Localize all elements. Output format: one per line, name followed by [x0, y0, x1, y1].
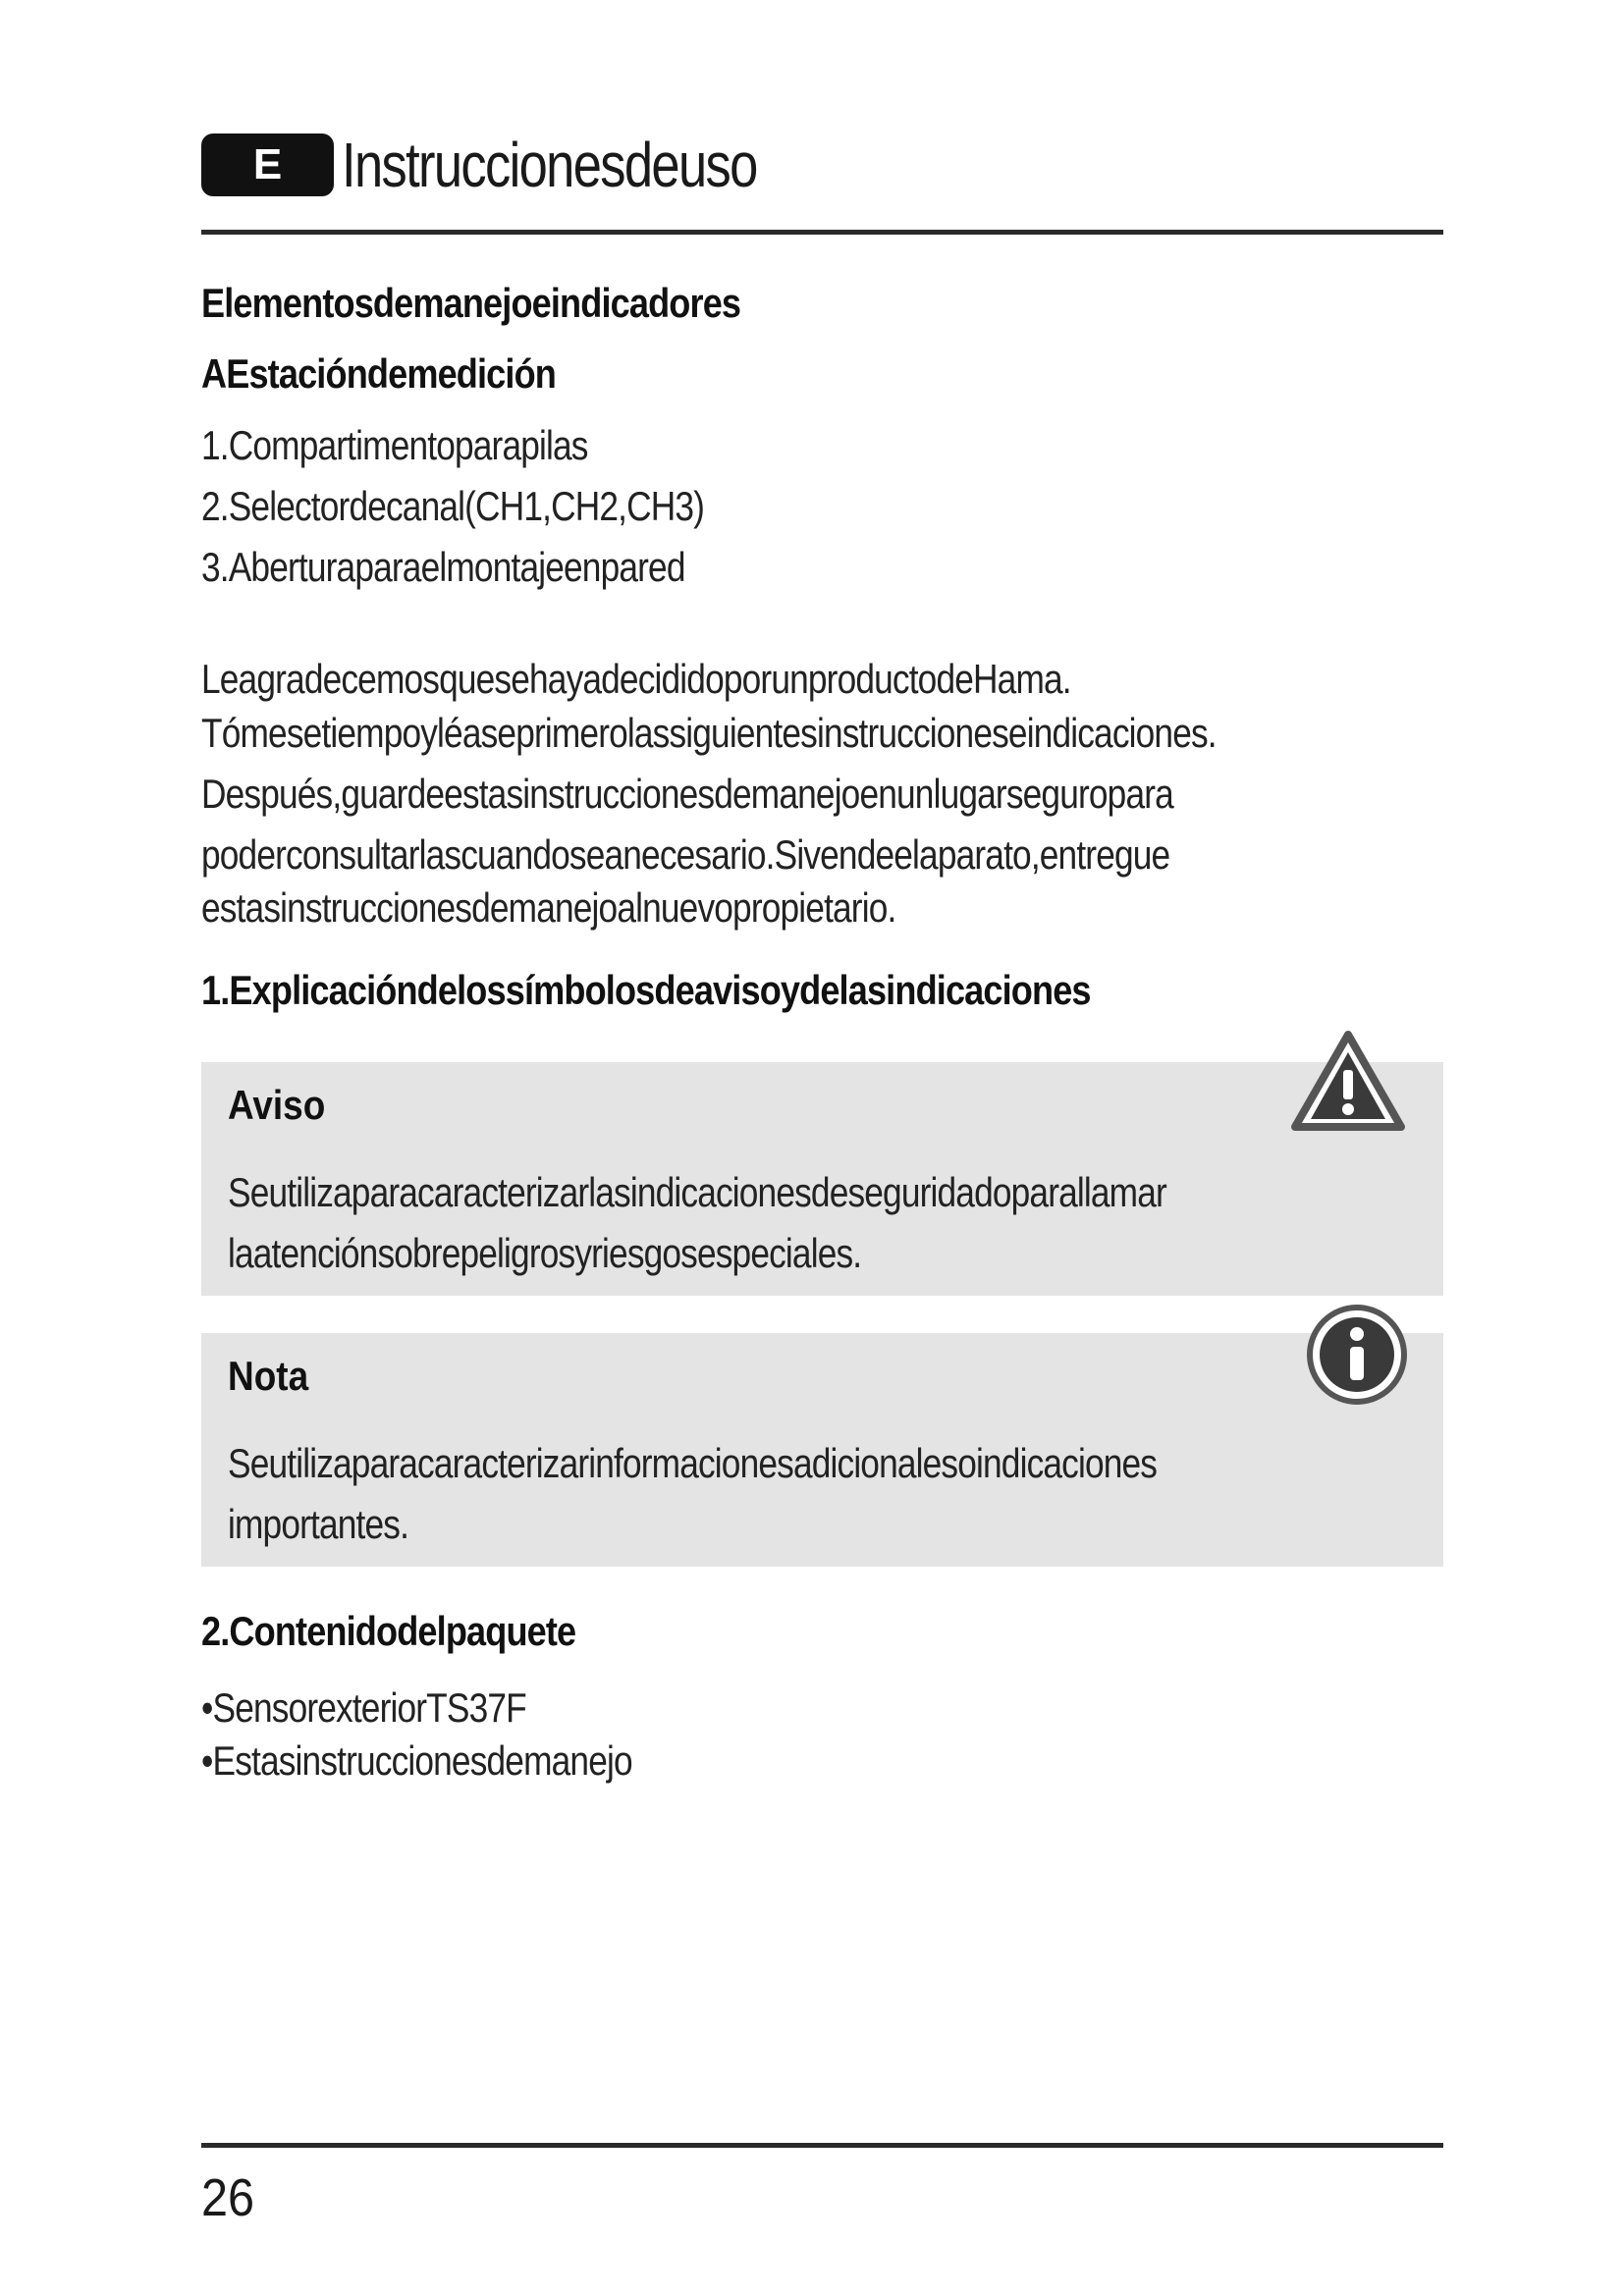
- section1-heading: 1.Explicacióndelossímbolosdeavisoydelasindicaciones: [201, 967, 1091, 1013]
- note-title: Nota: [228, 1353, 309, 1399]
- header-divider: [201, 230, 1443, 235]
- warning-title: Aviso: [228, 1082, 326, 1128]
- warning-triangle-icon: [1289, 1029, 1407, 1142]
- paragraph-line: estasinstruccionesdemanejoalnuevopropietario.: [201, 884, 896, 931]
- page-number: 26: [201, 2168, 255, 2227]
- controls-heading: Elementosdemanejoeindicadores: [201, 280, 741, 326]
- section1: [201, 967, 1443, 1014]
- note-text-line: importantes.: [228, 1501, 409, 1547]
- note-text-line: Seutilizaparacaracterizarinformacionesadicionalesoindicaciones: [228, 1440, 1158, 1486]
- controls-subheading: AEstacióndemedición: [201, 350, 556, 397]
- section2-heading: 2.Contenidodelpaquete: [201, 1608, 576, 1654]
- list-item: •SensorexteriorTS37F: [201, 1684, 526, 1731]
- list-item: 2.Selectordecanal(CH1,CH2,CH3): [201, 483, 705, 529]
- note-box: [201, 1333, 1443, 1567]
- paragraph-line: poderconsultarlascuandoseanecesario.Sivendeelaparato,entregue: [201, 831, 1170, 878]
- warning-box: [201, 1062, 1443, 1296]
- paragraph-line: Después,guardeestasinstruccionesdemanejoenunlugarseguropara: [201, 771, 1173, 817]
- language-badge: E: [201, 133, 334, 196]
- list-item: 3.Aberturaparaelmontajeenpared: [201, 544, 685, 590]
- list-item: •Estasinstruccionesdemanejo: [201, 1737, 632, 1784]
- paragraph-line: Tómesetiempoyléaseprimerolassiguientesinstruccioneseindicaciones.: [201, 710, 1217, 756]
- page-header: [201, 126, 1443, 204]
- paragraph-line: LeagradecemosquesehayadecididoporunproductodeHama.: [201, 656, 1071, 702]
- footer-divider: [201, 2143, 1443, 2148]
- list-item: 1.Compartimentoparapilas: [201, 422, 588, 468]
- info-circle-icon: [1306, 1304, 1408, 1411]
- warning-text-line: laatenciónsobrepeligrosyriesgosespeciales.: [228, 1230, 862, 1276]
- page-title: Instruccionesdeuso: [342, 130, 757, 200]
- warning-text-line: Seutilizaparacaracterizarlasindicacionesdeseguridadoparallamar: [228, 1169, 1166, 1215]
